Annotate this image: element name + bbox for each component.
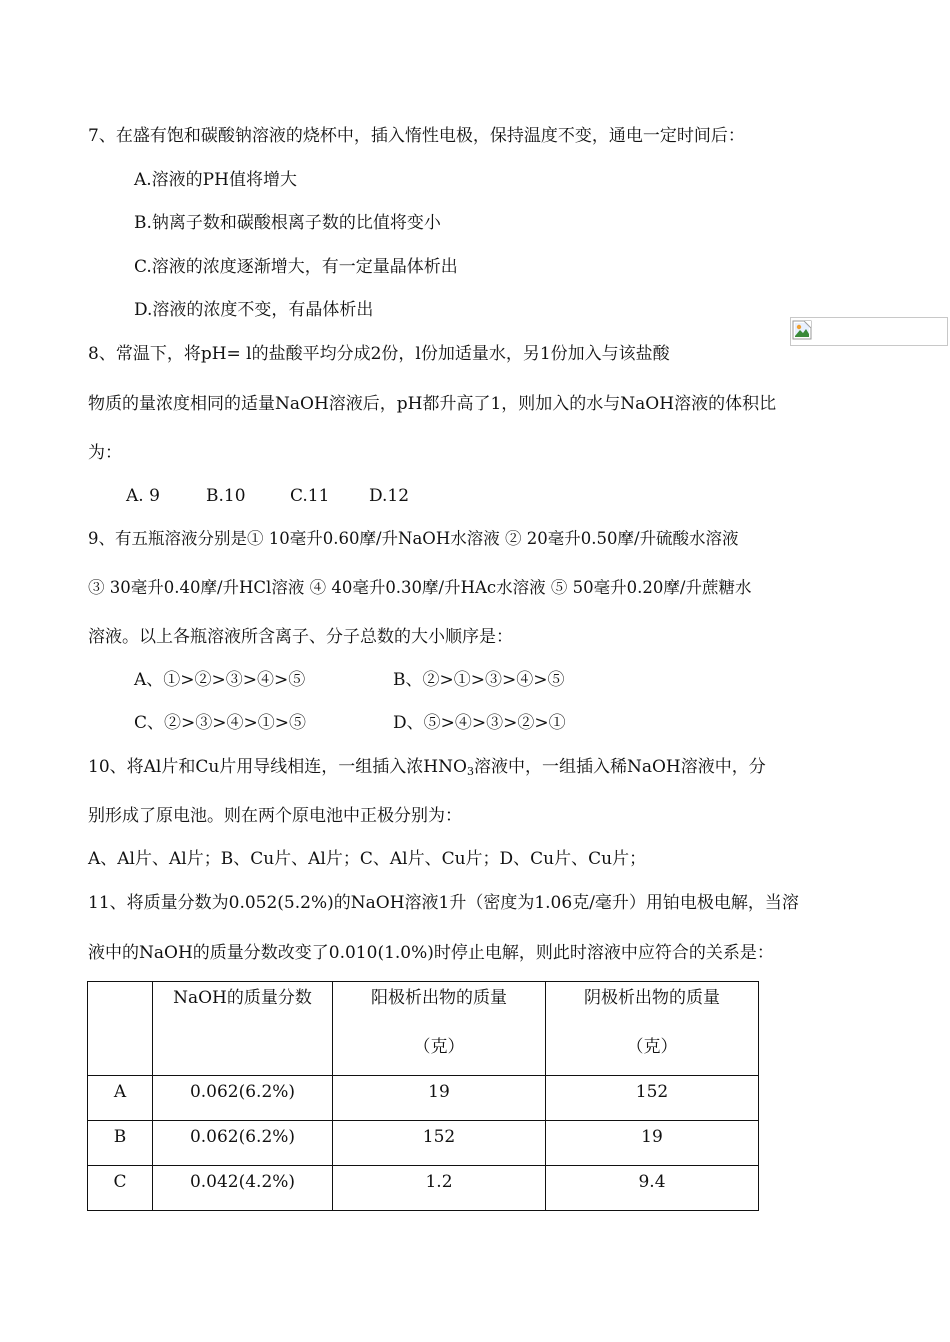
- question-8-option-b: B.10: [206, 486, 246, 506]
- question-7-option-a: A.溶液的PH值将增大: [134, 170, 297, 190]
- question-7-option-d: D.溶液的浓度不变，有晶体析出: [134, 300, 374, 320]
- question-10-line-3: A、Al片、Al片；B、Cu片、Al片；C、Al片、Cu片；D、Cu片、Cu片；: [88, 849, 647, 869]
- table-cell: A: [88, 1076, 153, 1121]
- table-row: [88, 1166, 759, 1211]
- table-cell: 19: [546, 1121, 759, 1166]
- table-header-cell: NaOH的质量分数: [153, 982, 333, 1076]
- question-9-line-3: 溶液。以上各瓶溶液所含离子、分子总数的大小顺序是：: [88, 627, 513, 647]
- question-11-line-2: 液中的NaOH的质量分数改变了0.010(1.0%)时停止电解，则此时溶液中应符合的关系是：: [88, 943, 774, 963]
- broken-image-icon: [792, 320, 812, 340]
- question-9-line-1: 9、有五瓶溶液分别是① 10毫升0.60摩/升NaOH水溶液 ② 20毫升0.50摩/升硫酸水溶液: [88, 529, 739, 548]
- table-header-cell: [88, 982, 153, 1076]
- question-10-subscript: 3: [466, 765, 474, 778]
- question-9-line-2: ③ 30毫升0.40摩/升HCl溶液 ④ 40毫升0.30摩/升HAc水溶液 ⑤ 50毫升0.20摩/升蔗糖水: [88, 578, 752, 597]
- question-8-option-c: C.11: [290, 486, 330, 506]
- question-7-stem: 7、在盛有饱和碳酸钠溶液的烧杯中，插入惰性电极，保持温度不变，通电一定时间后：: [88, 126, 745, 146]
- question-8-option-a: A. 9: [126, 486, 160, 506]
- question-7-option-b: B.钠离子数和碳酸根离子数的比值将变小: [134, 213, 441, 233]
- table-cell: 19: [333, 1076, 546, 1121]
- question-8-line-3: 为：: [88, 443, 122, 463]
- table-cell: 1.2: [333, 1166, 546, 1211]
- question-9-option-a: A、①>②>③>④>⑤: [134, 670, 306, 690]
- question-8-option-d: D.12: [369, 486, 410, 506]
- question-7-option-c: C.溶液的浓度逐渐增大，有一定量晶体析出: [134, 257, 458, 277]
- table-cell: C: [88, 1166, 153, 1211]
- electrolysis-table: [87, 981, 759, 1211]
- question-9-option-b: B、②>①>③>④>⑤: [393, 670, 565, 690]
- table-row: [88, 1076, 759, 1121]
- table-cell: 0.042(4.2%): [153, 1166, 333, 1211]
- question-9-option-d: D、⑤>④>③>②>①: [393, 713, 566, 733]
- question-9-option-c: C、②>③>④>①>⑤: [134, 713, 306, 733]
- table-header-cell: 阳极析出物的质量 （克）: [333, 982, 546, 1076]
- table-cell: 152: [333, 1121, 546, 1166]
- table-cell: 9.4: [546, 1166, 759, 1211]
- question-11-line-1: 11、将质量分数为0.052(5.2%)的NaOH溶液1升（密度为1.06克/毫升）用铂电极电解，当溶: [88, 893, 799, 913]
- question-10-text-after: 溶液中，一组插入稀NaOH溶液中，分: [473, 757, 766, 777]
- question-10-text-before: 10、将Al片和Cu片用导线相连，一组插入浓HNO: [88, 757, 467, 777]
- table-header-row: [88, 982, 759, 1076]
- question-8-line-1: 8、常温下，将pH= l的盐酸平均分成2份，l份加适量水，另1份加入与该盐酸: [88, 344, 670, 364]
- table-header-cell: 阴极析出物的质量 （克）: [546, 982, 759, 1076]
- table-row: [88, 1121, 759, 1166]
- table-cell: 0.062(6.2%): [153, 1076, 333, 1121]
- question-10-line-2: 别形成了原电池。则在两个原电池中正极分别为：: [88, 806, 462, 826]
- question-8-line-2: 物质的量浓度相同的适量NaOH溶液后，pH都升高了1，则加入的水与NaOH溶液的体积比: [88, 394, 777, 414]
- table-cell: 0.062(6.2%): [153, 1121, 333, 1166]
- table-cell: 152: [546, 1076, 759, 1121]
- table-cell: B: [88, 1121, 153, 1166]
- question-10-line-1: [88, 755, 766, 779]
- broken-image-placeholder: [790, 317, 948, 346]
